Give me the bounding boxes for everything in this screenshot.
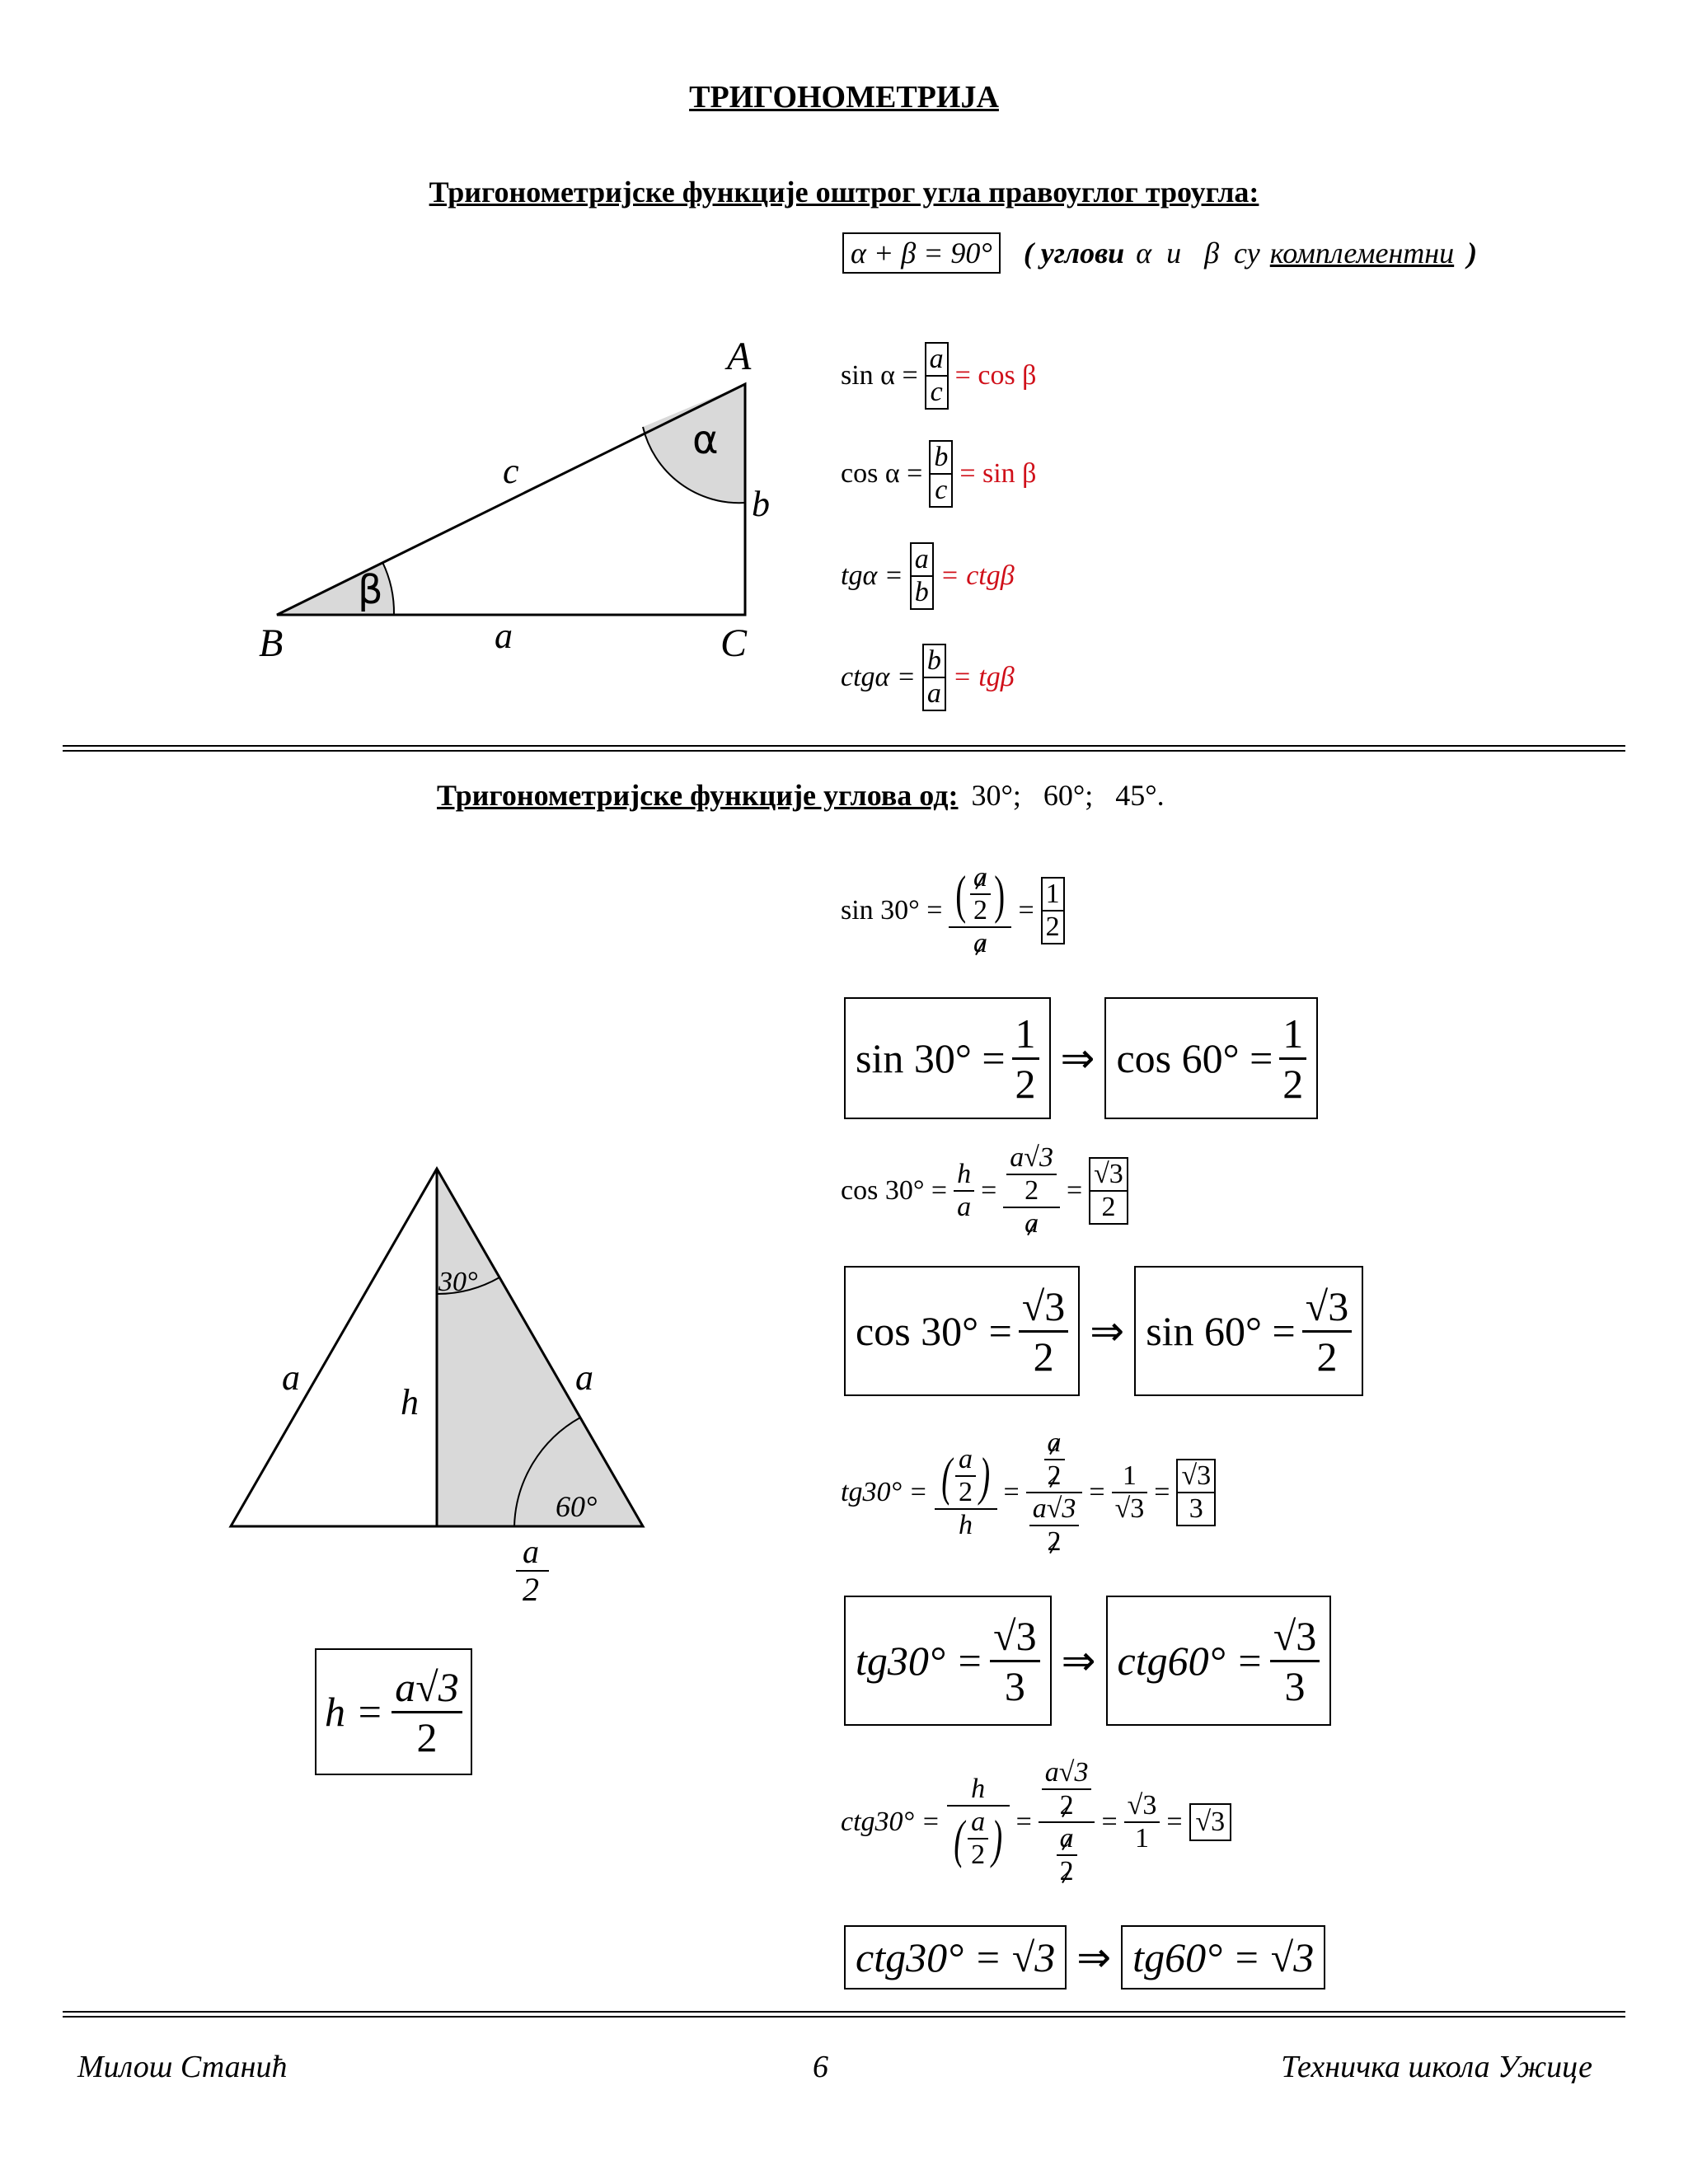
label-B: B <box>259 621 284 665</box>
note-su: су <box>1234 237 1260 269</box>
label-b: b <box>752 484 770 524</box>
label-half-den: 2 <box>523 1571 539 1608</box>
implies-arrow: ⇒ <box>1090 1308 1125 1354</box>
implies-arrow: ⇒ <box>1060 1035 1095 1081</box>
note-alpha: α <box>1136 237 1152 269</box>
sin30-lhs: sin 30° = <box>841 895 943 926</box>
complement-line <box>842 232 1477 274</box>
formula-frac: $\frac{b}{c}$ <box>929 440 953 508</box>
section2-heading: Тригонометријске функције углова од: <box>437 779 959 812</box>
tg30-ctg60-row <box>844 1596 1331 1726</box>
cos60-box: cos 60° = $\frac{1}{2}$ <box>1104 997 1318 1119</box>
sin60-box: sin 60° = $\frac{√3}{2}$ <box>1134 1266 1363 1396</box>
complement-eq: α + β = 90° <box>842 232 1001 274</box>
label-A: A <box>727 335 752 378</box>
tg60-box: tg60° = √3 <box>1121 1925 1325 1990</box>
cos30-derivation: cos 30° = $\frac{h}{a}$ = $\frac{\frac{a√3}{2}}{a}$ = $\frac{√3}{2}$ <box>841 1129 1128 1253</box>
label-alpha: α <box>692 417 719 463</box>
formula-rhs: = cos β <box>954 360 1037 391</box>
label-beta: β <box>358 567 383 613</box>
ctg30-derivation: ctg30° = h ( $\frac{a}{2}$ ) = $\frac{\frac{a√3}{2}}{\frac{a}{2}}$ = $\frac{√3}{1}$ = √3 <box>841 1736 1231 1909</box>
h-frac: $\frac{a√3}{2}$ <box>392 1663 462 1761</box>
ctg60-box: ctg60° = $\frac{√3}{3}$ <box>1106 1596 1332 1726</box>
formula-lhs: sin α = <box>841 360 918 391</box>
right-triangle-diagram <box>247 330 824 676</box>
tg30-derivation: tg30° = ( $\frac{a}{2}$ ) h = $\frac{\frac{a}{2}}{\frac{a√3}{2}}$ = $\frac{1}{√3}$ = $\frac{√3}{3}$ <box>841 1406 1216 1579</box>
ctg30-tg60-row <box>844 1925 1325 1990</box>
triangle-outline <box>277 384 745 615</box>
formula-frac: $\frac{a}{b}$ <box>910 542 934 610</box>
cos30-result: $\frac{√3}{2}$ <box>1089 1157 1128 1225</box>
sin30-cos60-row <box>844 997 1318 1119</box>
note-close: ) <box>1467 237 1478 269</box>
label-a-left: a <box>282 1357 300 1398</box>
footer-school: Техничка школа Ужице <box>1281 2050 1592 2084</box>
page-title: ТРИГОНОМЕТРИЈА <box>689 80 999 115</box>
ctg30-result: √3 <box>1189 1803 1232 1841</box>
formula-frac: $\frac{b}{a}$ <box>922 644 946 711</box>
label-c: c <box>503 451 519 491</box>
note-open: ( углови <box>1023 237 1125 269</box>
formula-rhs: = ctgβ <box>940 560 1015 591</box>
formula-lhs: ctgα = <box>841 662 916 692</box>
cos30-sin60-row <box>844 1266 1363 1396</box>
section1-formulas <box>841 330 1036 729</box>
label-C: C <box>720 621 748 665</box>
formula-sin <box>841 330 1036 422</box>
formula-rhs: = sin β <box>959 458 1037 489</box>
section2-heading-line <box>437 778 1165 813</box>
formula-frac: $\frac{a}{c}$ <box>925 342 949 410</box>
label-half-num: a <box>523 1533 539 1570</box>
footer-author: Милош Станић <box>77 2050 288 2084</box>
section1-heading: Тригонометријске функције оштрог угла правоуглог троугла: <box>429 176 1259 209</box>
implies-arrow: ⇒ <box>1061 1638 1096 1684</box>
note-beta: β <box>1204 237 1220 269</box>
label-a: a <box>495 616 513 656</box>
tg30-box: tg30° = $\frac{√3}{3}$ <box>844 1596 1052 1726</box>
label-30: 30° <box>438 1267 478 1297</box>
formula-ctg <box>841 626 1036 729</box>
sin30-derivation: sin 30° = ( $\frac{a}{2}$ ) a = $\frac{1}{2}$ <box>841 849 1065 972</box>
formula-cos <box>841 422 1036 526</box>
formula-lhs: tgα = <box>841 560 903 591</box>
divider <box>63 745 1625 752</box>
label-h: h <box>401 1382 419 1422</box>
note-word: комплементни <box>1269 237 1455 269</box>
cos30-box: cos 30° = $\frac{√3}{2}$ <box>844 1266 1080 1396</box>
divider <box>63 2011 1625 2018</box>
tg30-result: $\frac{√3}{3}$ <box>1176 1459 1216 1526</box>
label-60: 60° <box>556 1490 598 1523</box>
formula-lhs: cos α = <box>841 458 923 489</box>
formula-rhs: = tgβ <box>952 662 1015 692</box>
h-lhs: h = <box>325 1689 384 1735</box>
section2-angles: 30°; 60°; 45°. <box>971 779 1165 812</box>
footer-page-number: 6 <box>813 2050 828 2084</box>
formula-tg <box>841 526 1036 626</box>
sin30-box: sin 30° = $\frac{1}{2}$ <box>844 997 1051 1119</box>
equilateral-triangle-diagram <box>223 1154 668 1615</box>
sin30-frac: ( $\frac{a}{2}$ ) a <box>949 862 1011 959</box>
sin30-result: $\frac{1}{2}$ <box>1041 877 1065 944</box>
implies-arrow: ⇒ <box>1076 1934 1112 1980</box>
h-formula-box <box>315 1648 472 1775</box>
note-i: и <box>1166 237 1182 269</box>
ctg30-box: ctg30° = √3 <box>844 1925 1067 1990</box>
label-a-right: a <box>575 1357 593 1398</box>
